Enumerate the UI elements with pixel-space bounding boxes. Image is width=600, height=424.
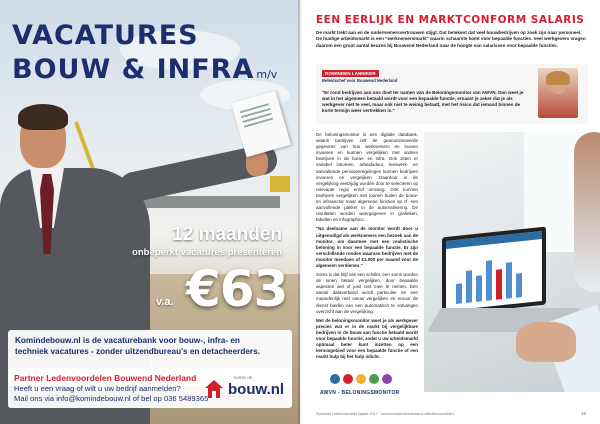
logo-subtext: komin de (234, 375, 253, 380)
monitor-logo-label: AWVN - BELONINGSMONITOR (320, 390, 400, 396)
headline-bouw-infra (12, 54, 277, 85)
offer-months: 12 maanden (172, 224, 282, 245)
beloningsmonitor-logo (316, 372, 418, 406)
quote-name: ROWINDEN LANNIKER (322, 70, 379, 77)
article-paragraph: Met de beloningsmonitor weet je als werkgever precies wat er in de markt bij vergelijkbare bedrijven in de bouw aan functie betaald wordt voor bepaalde functie, zodat u uw arbeidsmarkt optimaal beter kunt inzetten op een kennisgebied voor een bepaalde functie of een markt hulp bij het hulp inlicht. (316, 317, 418, 360)
article-title: EEN EERLIJK EN MARKTCONFORM SALARIS (316, 14, 585, 26)
headline-bouw-infra-text: BOUW & INFRA (12, 54, 255, 85)
contact-info (14, 384, 208, 404)
logo-circle (369, 374, 379, 384)
screen-header-bar (446, 231, 542, 249)
quote-text: "Er rond bedrijven aan ons doet ter namen van de Beloningsmonitor van AWVN. Dan weet je wat in het algemeen betaald wordt voor een bepaalde functie, ernaast je zeker dat je als werkgever niet te veel, maar ook niet te weinig betaalt, met het risico dat iemand binnen de korte termijn weer vertrekken is." (322, 90, 524, 113)
logo-circles (330, 374, 392, 384)
logo-circle (343, 374, 353, 384)
laptop-photo (424, 132, 600, 392)
article-paragraph: Soms is dat blijf van een schillet, een soms worden de lonen betaal vergelijken, door bepaalde aspecten wel of juist niet mee te nemen. Een aantal dataverband wordt particulier en een maandenlijk met nieuw vergelijken en ervoor de dienst bieden van een automatisch te ontvangen overzicht aan de vergelijking. (316, 272, 418, 314)
screen-bar-mark (516, 273, 522, 298)
screen-bar-mark (476, 275, 482, 302)
article-intro: De markt trekt aan en de ondernemersvertrouwen stijgt. Dat betekent dat veel bouwbedrijven op zoek zijn naar personeel. De huidige arbeidsmarkt is een "werknemersmarkt" waarin schaarste komt voor bepaalde functies. Veel werkgevers vragen daarom een groot aantal keuzes bij Bouwend Nederland naar de hoogte van salarissen voor bepaalde functies. (316, 30, 586, 48)
contact-line: Mail ons via info@komindebouw.nl of bel op 036 5489365 (14, 394, 209, 403)
logo-text: bouw.nl (228, 381, 285, 398)
quote-box (316, 64, 588, 124)
headline-vacatures: VACATURES (12, 20, 199, 51)
portrait-photo (538, 68, 578, 118)
screen-bar-mark (506, 262, 512, 299)
spine-shadow (298, 0, 302, 424)
crane-body (270, 176, 290, 192)
man-hair (18, 104, 68, 130)
screen-bar-mark (466, 270, 472, 303)
article-paragraph: "Na deelname aan de monitor wordt door u uitgenodigd als werknemers een bezoek aan de monitor, om daarmee met een realistische beloning in voor een bepaalde functie. Er zijn verschillende rondes waarvan bedrijven met de monitor meedoen of €1.000 per maand voor de algemeen verdienen." (316, 226, 418, 268)
screen-bar-mark (486, 260, 492, 301)
partner-label: Partner Ledenvoordelen Bouwend Nederland (14, 373, 197, 383)
price: €63 (186, 260, 288, 318)
person (574, 132, 600, 292)
komindebouw-logo (204, 375, 285, 401)
article-column (316, 132, 418, 363)
info-line: Komindebouw.nl is de vacaturebank voor bouw-, infra- en (15, 336, 240, 345)
right-page-article (300, 0, 600, 424)
info-line: techniek vacatures - zonder uitzendbureau's en detacheerders. (15, 347, 260, 356)
logo-circle (356, 374, 366, 384)
logo-circle (330, 374, 340, 384)
quote-role: Beleidschef voor Bouwend Nederland (322, 78, 398, 83)
screen-content (446, 231, 542, 311)
logo-circle (382, 374, 392, 384)
house-icon (204, 379, 224, 399)
screen-bar-mark (456, 283, 462, 304)
contact-line: Heeft u een vraag of wilt u uw bedrijf aanmelden? (14, 384, 181, 393)
page-number: 19 (580, 411, 586, 416)
headline-suffix: m/v (256, 68, 278, 81)
laptop-screen (442, 227, 546, 316)
screen-bar-mark (496, 269, 502, 300)
hand (516, 322, 576, 362)
offer-description: onbeperkt vacatures presenteren (132, 247, 282, 258)
price-prefix: v.a. (156, 296, 174, 308)
page-footer: Speciaal Ledenvoordeel najaar 2017 · www.bouwendnederland.nl/ledenvoordelen (316, 412, 454, 416)
article-paragraph: De beloningsmonitor is een digitale databank, waarin bedrijven zelf de geanonimiseerde gegevens van hun werknemers en loonen invoeren en kunnen vergelijken met andere bedrijven in de bouw- en infra. Ook zitten er variabel inkomen, arbeidsduur, leeswerk- en aanvullende pensioenregelingen kunnen bedrijven invoeren en vergelijken. Daardoor is de vergelijking veelzijdig worden door te selecteren op relevante regio en/of omvang. Ook kunnen bedrijven vergelijken met loonen buiten de bouw- en infrasector maar algemene functies op cf. een aanvullende pakket in de automatisering. De resultaten worden weergegeven in grafieken, tabellen en infographics. (316, 132, 418, 223)
